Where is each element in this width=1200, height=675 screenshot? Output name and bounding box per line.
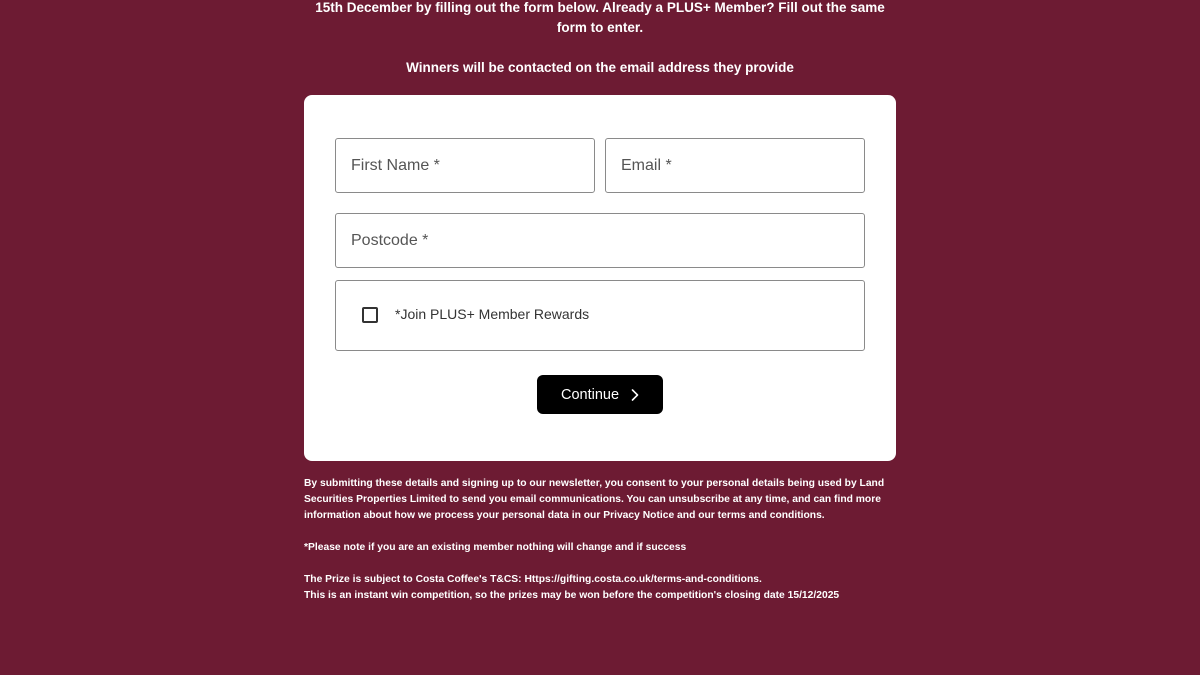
join-rewards-checkbox[interactable] <box>362 307 378 323</box>
intro-line-1: 15th December by filling out the form below. Already a PLUS+ Member? Fill out the same <box>315 0 885 15</box>
first-name-input[interactable] <box>336 139 594 192</box>
join-rewards-label[interactable]: *Join PLUS+ Member Rewards <box>395 306 590 322</box>
continue-button-label: Continue <box>560 386 620 403</box>
legal-footer <box>304 476 904 604</box>
email-input[interactable] <box>606 139 864 192</box>
email-field[interactable] <box>605 138 865 193</box>
winners-notice: Winners will be contacted on the email address they provide <box>406 60 794 75</box>
first-name-field[interactable] <box>335 138 595 193</box>
intro-text <box>300 0 900 78</box>
intro-line-2: form to enter. <box>556 20 644 35</box>
postcode-field[interactable] <box>335 213 865 268</box>
member-note: *Please note if you are an existing member nothing will change and if success <box>304 542 687 553</box>
join-rewards-option <box>335 280 865 351</box>
instant-win-notice: This is an instant win competition, so the prizes may be won before the competition's closing date 15/12/2025 <box>304 590 840 601</box>
consent-text: By submitting these details and signing up to our newsletter, you consent to your personal details being used by Land Securities Properties Limited to send you email communications. You can unsubscribe at any time, and can find more information about how we process your personal data in our Privacy Notice and our terms and conditions. <box>304 478 885 521</box>
prize-terms: The Prize is subject to Costa Coffee's T&CS: Https://gifting.costa.co.uk/terms-and-conditions. <box>304 574 762 585</box>
continue-button[interactable] <box>537 375 663 414</box>
postcode-input[interactable] <box>336 214 864 267</box>
entry-form-card <box>304 95 896 461</box>
chevron-right-icon <box>631 389 639 401</box>
